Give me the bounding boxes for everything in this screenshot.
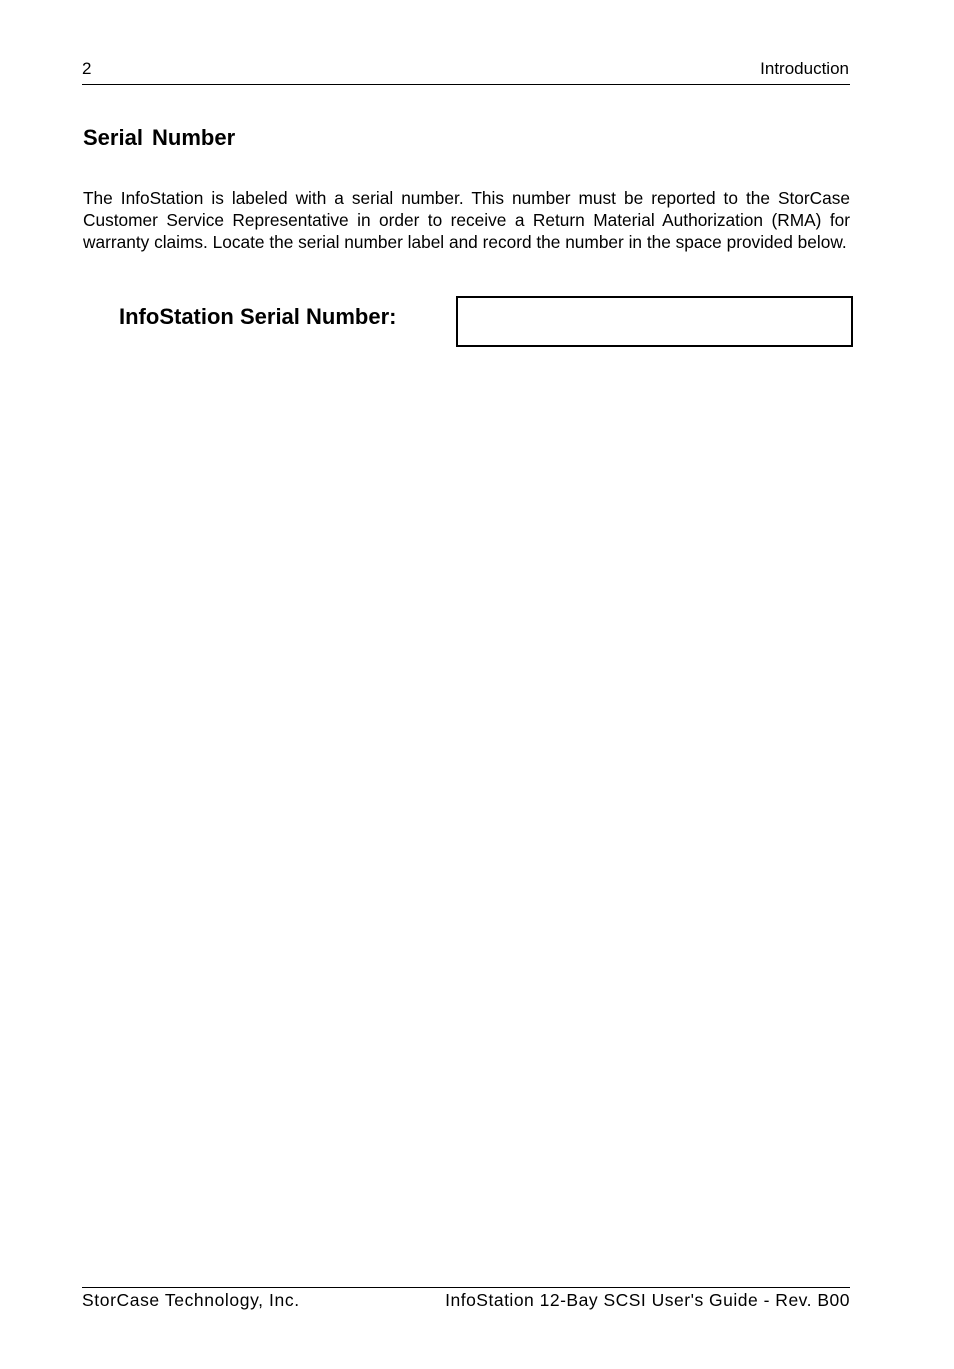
running-head: Introduction xyxy=(760,59,849,78)
page-footer xyxy=(82,1287,850,1318)
footer-company: StorCase Technology, Inc. xyxy=(82,1290,300,1310)
page-number: 2 xyxy=(82,59,92,78)
page-header xyxy=(82,58,850,85)
section-title: Serial Number xyxy=(83,125,236,150)
serial-number-box[interactable] xyxy=(456,296,853,347)
serial-number-label: InfoStation Serial Number: xyxy=(119,304,397,329)
body-paragraph: The InfoStation is labeled with a serial number. This number must be reported to the StorCase Customer Service Representative in order to receive a Return Material Authorization (RMA) for warranty claims. Locate the serial number label and record the number in the space provided below. xyxy=(83,188,850,252)
footer-document-title: InfoStation 12-Bay SCSI User's Guide - Rev. B00 xyxy=(445,1290,850,1310)
